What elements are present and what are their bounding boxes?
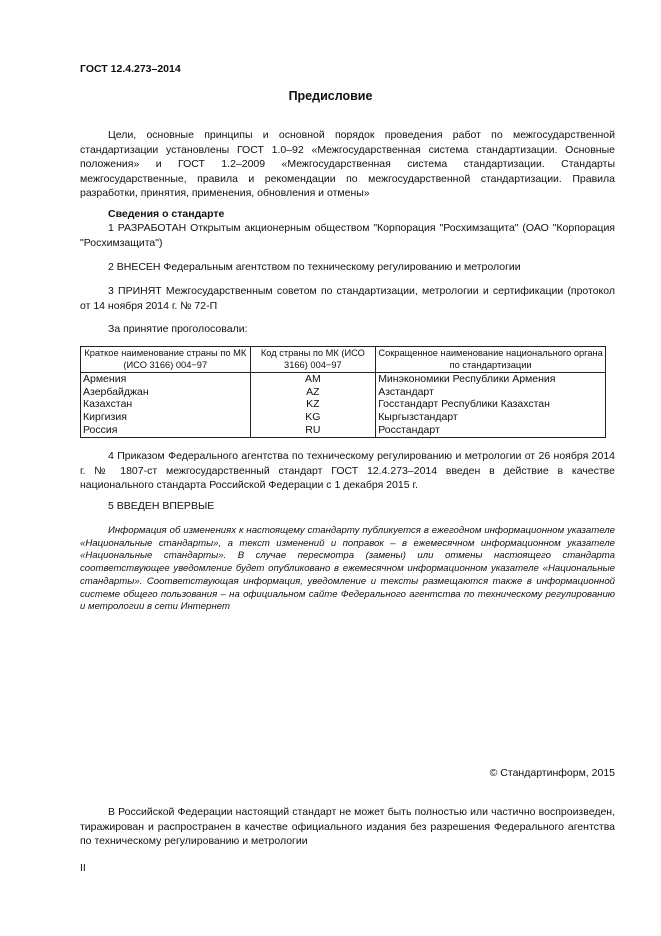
item-first-introduced: 5 ВВЕДЕН ВПЕРВЫЕ [108,500,215,512]
page-number: II [80,862,86,874]
item-introduced: 2 ВНЕСЕН Федеральным агентством по техническому регулированию и метрологии [108,261,521,273]
intro-paragraph: Цели, основные принципы и основной порядок проведения работ по межгосударственной стандартизации установлены ГОСТ 1.0–92 «Межгосударственная система стандартизации. Основные положения» и ГОСТ 1.2–2009 «Межгосударственная система стандартизации. Стандарты межгосударственные, правила и рекомендации по межгосударственной стандартизации. Правила разработки, принятия, применения, обновления и отмены» [80,129,615,200]
table-row [81,424,606,437]
reproduction-notice: В Российской Федерации настоящий стандарт не может быть полностью или частично воспроизведен, тиражирован и распространен в качестве официального издания без разрешения Федерального агентства по техническому регулированию и метрологии [80,806,615,848]
country-name: Казахстан [81,398,251,411]
voted-label: За принятие проголосовали: [108,323,248,335]
item-developed: 1 РАЗРАБОТАН Открытым акционерным обществом "Корпорация "Росхимзащита" (ОАО "Корпорация "Росхимзащита") [80,222,615,249]
item-adopted: 3 ПРИНЯТ Межгосударственным советом по стандартизации, метрологии и сертификации (протокол от 14 ноября 2014 г. № 72-П [80,285,615,312]
country-code: RU [250,424,376,437]
country-name: Киргизия [81,411,251,424]
country-code: KG [250,411,376,424]
standards-body: Кыргызстандарт [376,411,606,424]
standards-body: Росстандарт [376,424,606,437]
standards-body: Азстандарт [376,386,606,399]
table-row [81,373,606,386]
table-header-code: Код страны по МК (ИСО 3166) 004−97 [250,347,376,373]
standards-body: Госстандарт Республики Казахстан [376,398,606,411]
table-row [81,386,606,399]
country-name: Россия [81,424,251,437]
country-code: AM [250,373,376,386]
country-name: Армения [81,373,251,386]
country-code: KZ [250,398,376,411]
changes-info-note: Информация об изменениях к настоящему стандарту публикуется в ежегодном информационном указателе «Национальные стандарты», а текст изменений и поправок – в ежемесячном информационном указателе «Национальные стандарты». В случае пересмотра (замены) или отмены настоящего стандарта соответствующее уведомление будет опубликовано в ежемесячном информационном указателе «Национальные стандарты». Соответствующая информация, уведомление и тексты размещаются также в информационной системе общего пользования – на официальном сайте Федерального агентства по техническому регулированию и метрологии в сети Интернет [80,525,615,613]
document-code: ГОСТ 12.4.273–2014 [80,63,181,75]
countries-table [80,346,606,438]
info-heading: Сведения о стандарте [108,208,225,220]
table-row [81,398,606,411]
standards-body: Минэкономики Республики Армения [376,373,606,386]
country-code: AZ [250,386,376,399]
copyright: © Стандартинформ, 2015 [489,767,615,779]
table-header-row [81,347,606,373]
item-enacted: 4 Приказом Федерального агентства по техническому регулированию и метрологии от 26 ноября 2014 г. № 1807-ст межгосударственный стандарт ГОСТ 12.4.273–2014 введен в действие в качестве национального стандарта Российской Федерации с 1 декабря 2015 г. [80,450,615,492]
page-title: Предисловие [288,89,373,103]
table-header-body: Сокращенное наименование национального органа по стандартизации [376,347,606,373]
table-row [81,411,606,424]
table-header-country: Краткое наименование страны по МК (ИСО 3166) 004−97 [81,347,251,373]
country-name: Азербайджан [81,386,251,399]
